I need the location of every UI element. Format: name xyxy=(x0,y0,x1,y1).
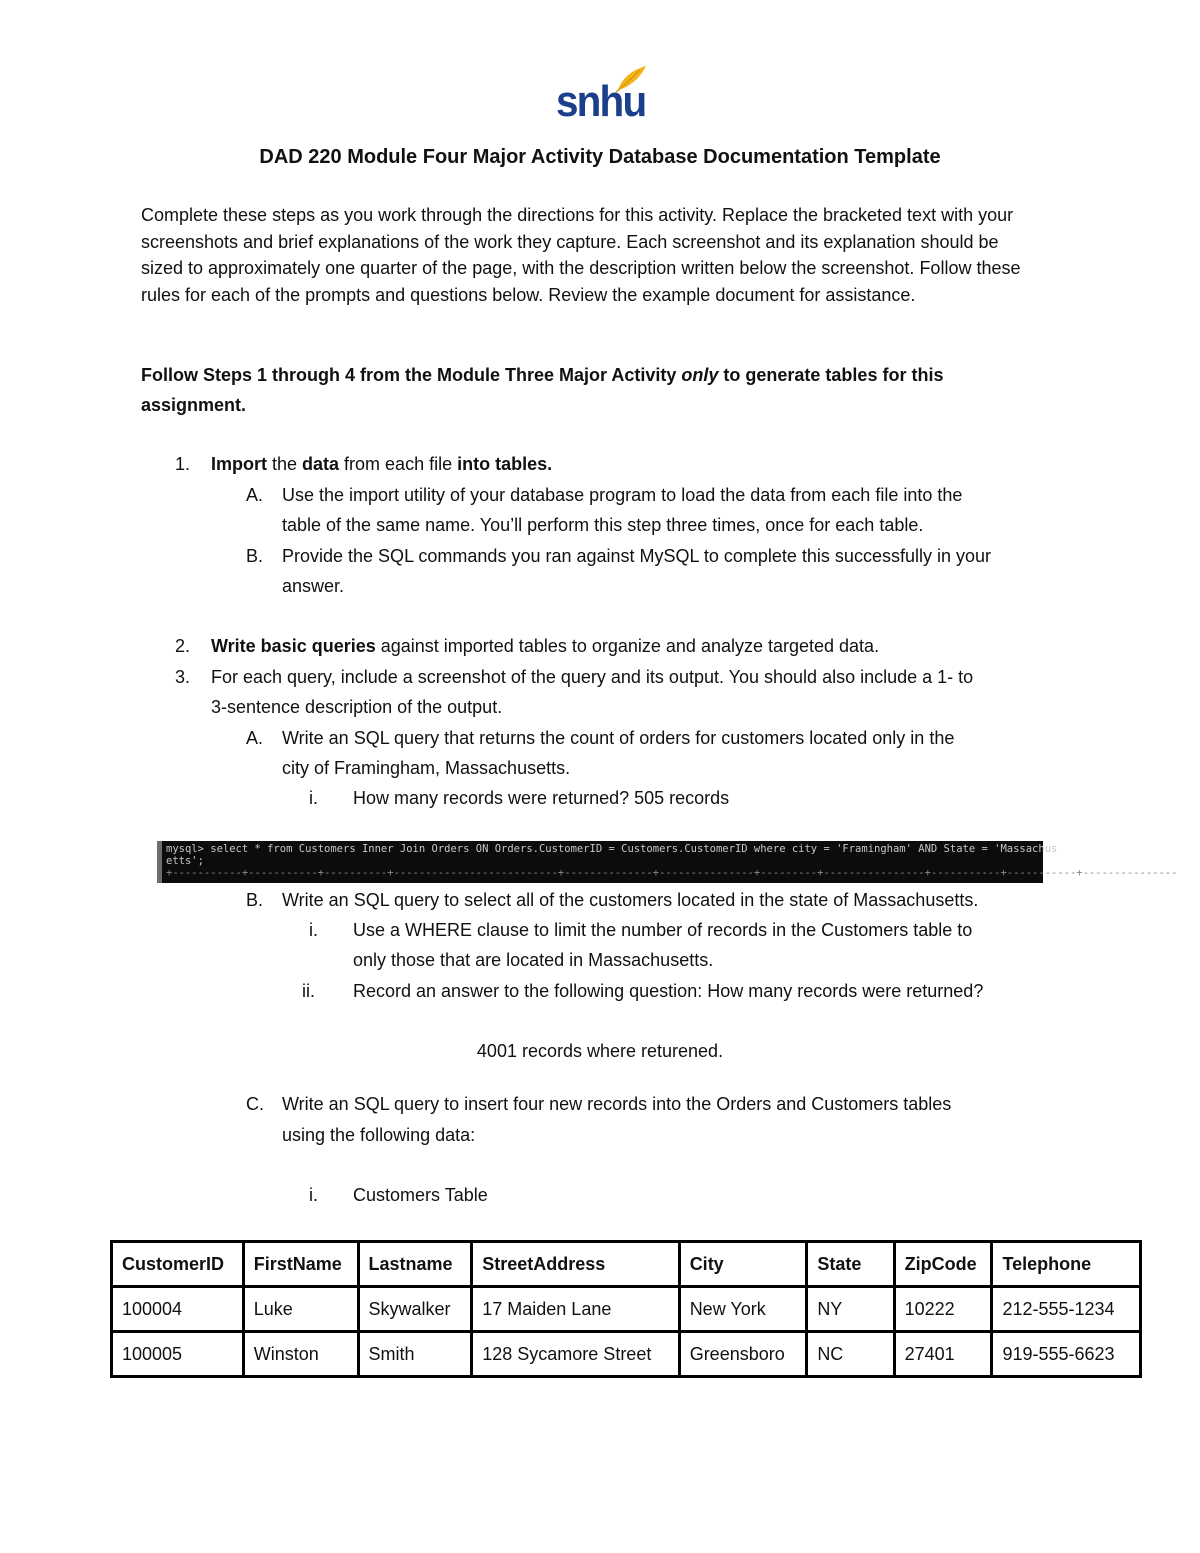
step-3a-line-2: city of Framingham, Massachusetts. xyxy=(282,758,571,778)
step-1-number: 1. xyxy=(175,454,191,474)
table-header-row xyxy=(112,1242,1141,1287)
step-1-bold-data: data xyxy=(302,454,340,474)
step-3b-i-line-2: only those that are located in Massachusetts. xyxy=(353,950,714,970)
snhu-logo xyxy=(556,62,646,124)
table-cell: 212-555-1234 xyxy=(992,1287,1141,1332)
table-cell: 100004 xyxy=(112,1287,244,1332)
table-cell: 919-555-6623 xyxy=(992,1332,1141,1377)
table-cell: NY xyxy=(807,1287,894,1332)
step-1-bold-import: Import xyxy=(211,454,267,474)
step-2-rest: against imported tables to organize and analyze targeted data. xyxy=(375,636,880,656)
table-cell: New York xyxy=(679,1287,807,1332)
table-cell: 10222 xyxy=(894,1287,992,1332)
step-3a-letter: A. xyxy=(246,728,264,748)
step-3b-i-line-1: Use a WHERE clause to limit the number of records in the Customers table to xyxy=(353,920,973,940)
header-cell: State xyxy=(807,1242,894,1287)
table-row xyxy=(112,1332,1141,1377)
step-3-number: 3. xyxy=(175,667,191,687)
table-cell: Smith xyxy=(358,1332,472,1377)
follow-steps-paragraph xyxy=(141,360,1041,420)
table-cell: Winston xyxy=(243,1332,358,1377)
follow-emphasis: only xyxy=(681,365,719,385)
step-3-line-1: For each query, include a screenshot of the query and its output. You should also include a 1- to xyxy=(211,667,974,687)
step-3c-letter: C. xyxy=(246,1094,264,1114)
step-1a-line-1: Use the import utility of your database program to load the data from each file into the xyxy=(282,485,963,505)
step-1-bold-into-tables: into tables. xyxy=(457,454,553,474)
step-3a-i-text: How many records were returned? 505 records xyxy=(353,788,730,808)
step-3b-line-1: Write an SQL query to select all of the customers located in the state of Massachusetts. xyxy=(282,890,979,910)
step-1a-line-2: table of the same name. You’ll perform this step three times, once for each table. xyxy=(282,515,924,535)
header-cell: StreetAddress xyxy=(472,1242,679,1287)
header-cell: ZipCode xyxy=(894,1242,992,1287)
header-cell: FirstName xyxy=(243,1242,358,1287)
table-cell: Skywalker xyxy=(358,1287,472,1332)
table-cell: 27401 xyxy=(894,1332,992,1377)
follow-text-after: to generate tables for this assignment. xyxy=(141,365,944,415)
screenshot-query-line-1: mysql> select * from Customers Inner Join Orders ON Orders.CustomerID = Customers.CustomerID where city = 'Framingham' AND State = 'Massachus xyxy=(166,843,1058,855)
step-3c-i-text: Customers Table xyxy=(353,1185,488,1205)
table-cell: 17 Maiden Lane xyxy=(472,1287,679,1332)
step-1-text-2: from each file xyxy=(339,454,458,474)
customers-table xyxy=(110,1240,1142,1378)
step-3b-ii-roman: ii. xyxy=(302,981,315,1001)
step-3b-letter: B. xyxy=(246,890,264,910)
step-3c-line-2: using the following data: xyxy=(282,1125,476,1145)
table-cell: 100005 xyxy=(112,1332,244,1377)
step-3a-i-roman: i. xyxy=(309,788,318,808)
step-3a-line-1: Write an SQL query that returns the count of orders for customers located only in the xyxy=(282,728,955,748)
screenshot-separator: +-----------+-----------+----------+--------------------------+--------------+---------------+---------+----------------+-----------+-----------+--------------- xyxy=(166,867,1178,879)
step-1-text: the xyxy=(267,454,303,474)
follow-text-before: Follow Steps 1 through 4 from the Module Three Major Activity xyxy=(141,365,682,385)
header-cell: Lastname xyxy=(358,1242,472,1287)
logo-text: snhu xyxy=(556,77,646,126)
intro-paragraph: Complete these steps as you work through the directions for this activity. Replace the bracketed text with your screenshots and brief explanations of the work they capture. Each screenshot and its explanation should be sized to approximately one quarter of the page, with the description written below the screenshot. Follow these rules for each of the prompts and questions below. Review the example document for assistance. xyxy=(141,205,1021,305)
step-3-line-2: 3-sentence description of the output. xyxy=(211,697,503,717)
step-3b-ii-text: Record an answer to the following question: How many records were returned? xyxy=(353,981,984,1001)
screenshot-query-line-2: etts'; xyxy=(166,855,204,867)
table-row xyxy=(112,1287,1141,1332)
table-cell: 128 Sycamore Street xyxy=(472,1332,679,1377)
step-3c-line-1: Write an SQL query to insert four new records into the Orders and Customers tables xyxy=(282,1094,952,1114)
step-2-bold: Write basic queries xyxy=(211,636,376,656)
step-2-number: 2. xyxy=(175,636,191,656)
document-title: DAD 220 Module Four Major Activity Database Documentation Template xyxy=(259,146,941,168)
step-1b-line-1: Provide the SQL commands you ran against MySQL to complete this successfully in your xyxy=(282,546,991,566)
table-cell: Greensboro xyxy=(679,1332,807,1377)
step-3b-i-roman: i. xyxy=(309,920,318,940)
step-1b-line-2: answer. xyxy=(282,576,345,596)
step-3b-answer: 4001 records where returened. xyxy=(476,1041,724,1061)
header-cell: Telephone xyxy=(992,1242,1141,1287)
step-2-text xyxy=(211,634,879,658)
step-1-heading xyxy=(211,452,552,476)
step-1a-letter: A. xyxy=(246,485,264,505)
table-cell: Luke xyxy=(243,1287,358,1332)
query-screenshot xyxy=(157,841,1178,883)
header-cell: City xyxy=(679,1242,807,1287)
step-3c-i-roman: i. xyxy=(309,1185,318,1205)
header-cell: CustomerID xyxy=(112,1242,244,1287)
table-cell: NC xyxy=(807,1332,894,1377)
step-1b-letter: B. xyxy=(246,546,264,566)
